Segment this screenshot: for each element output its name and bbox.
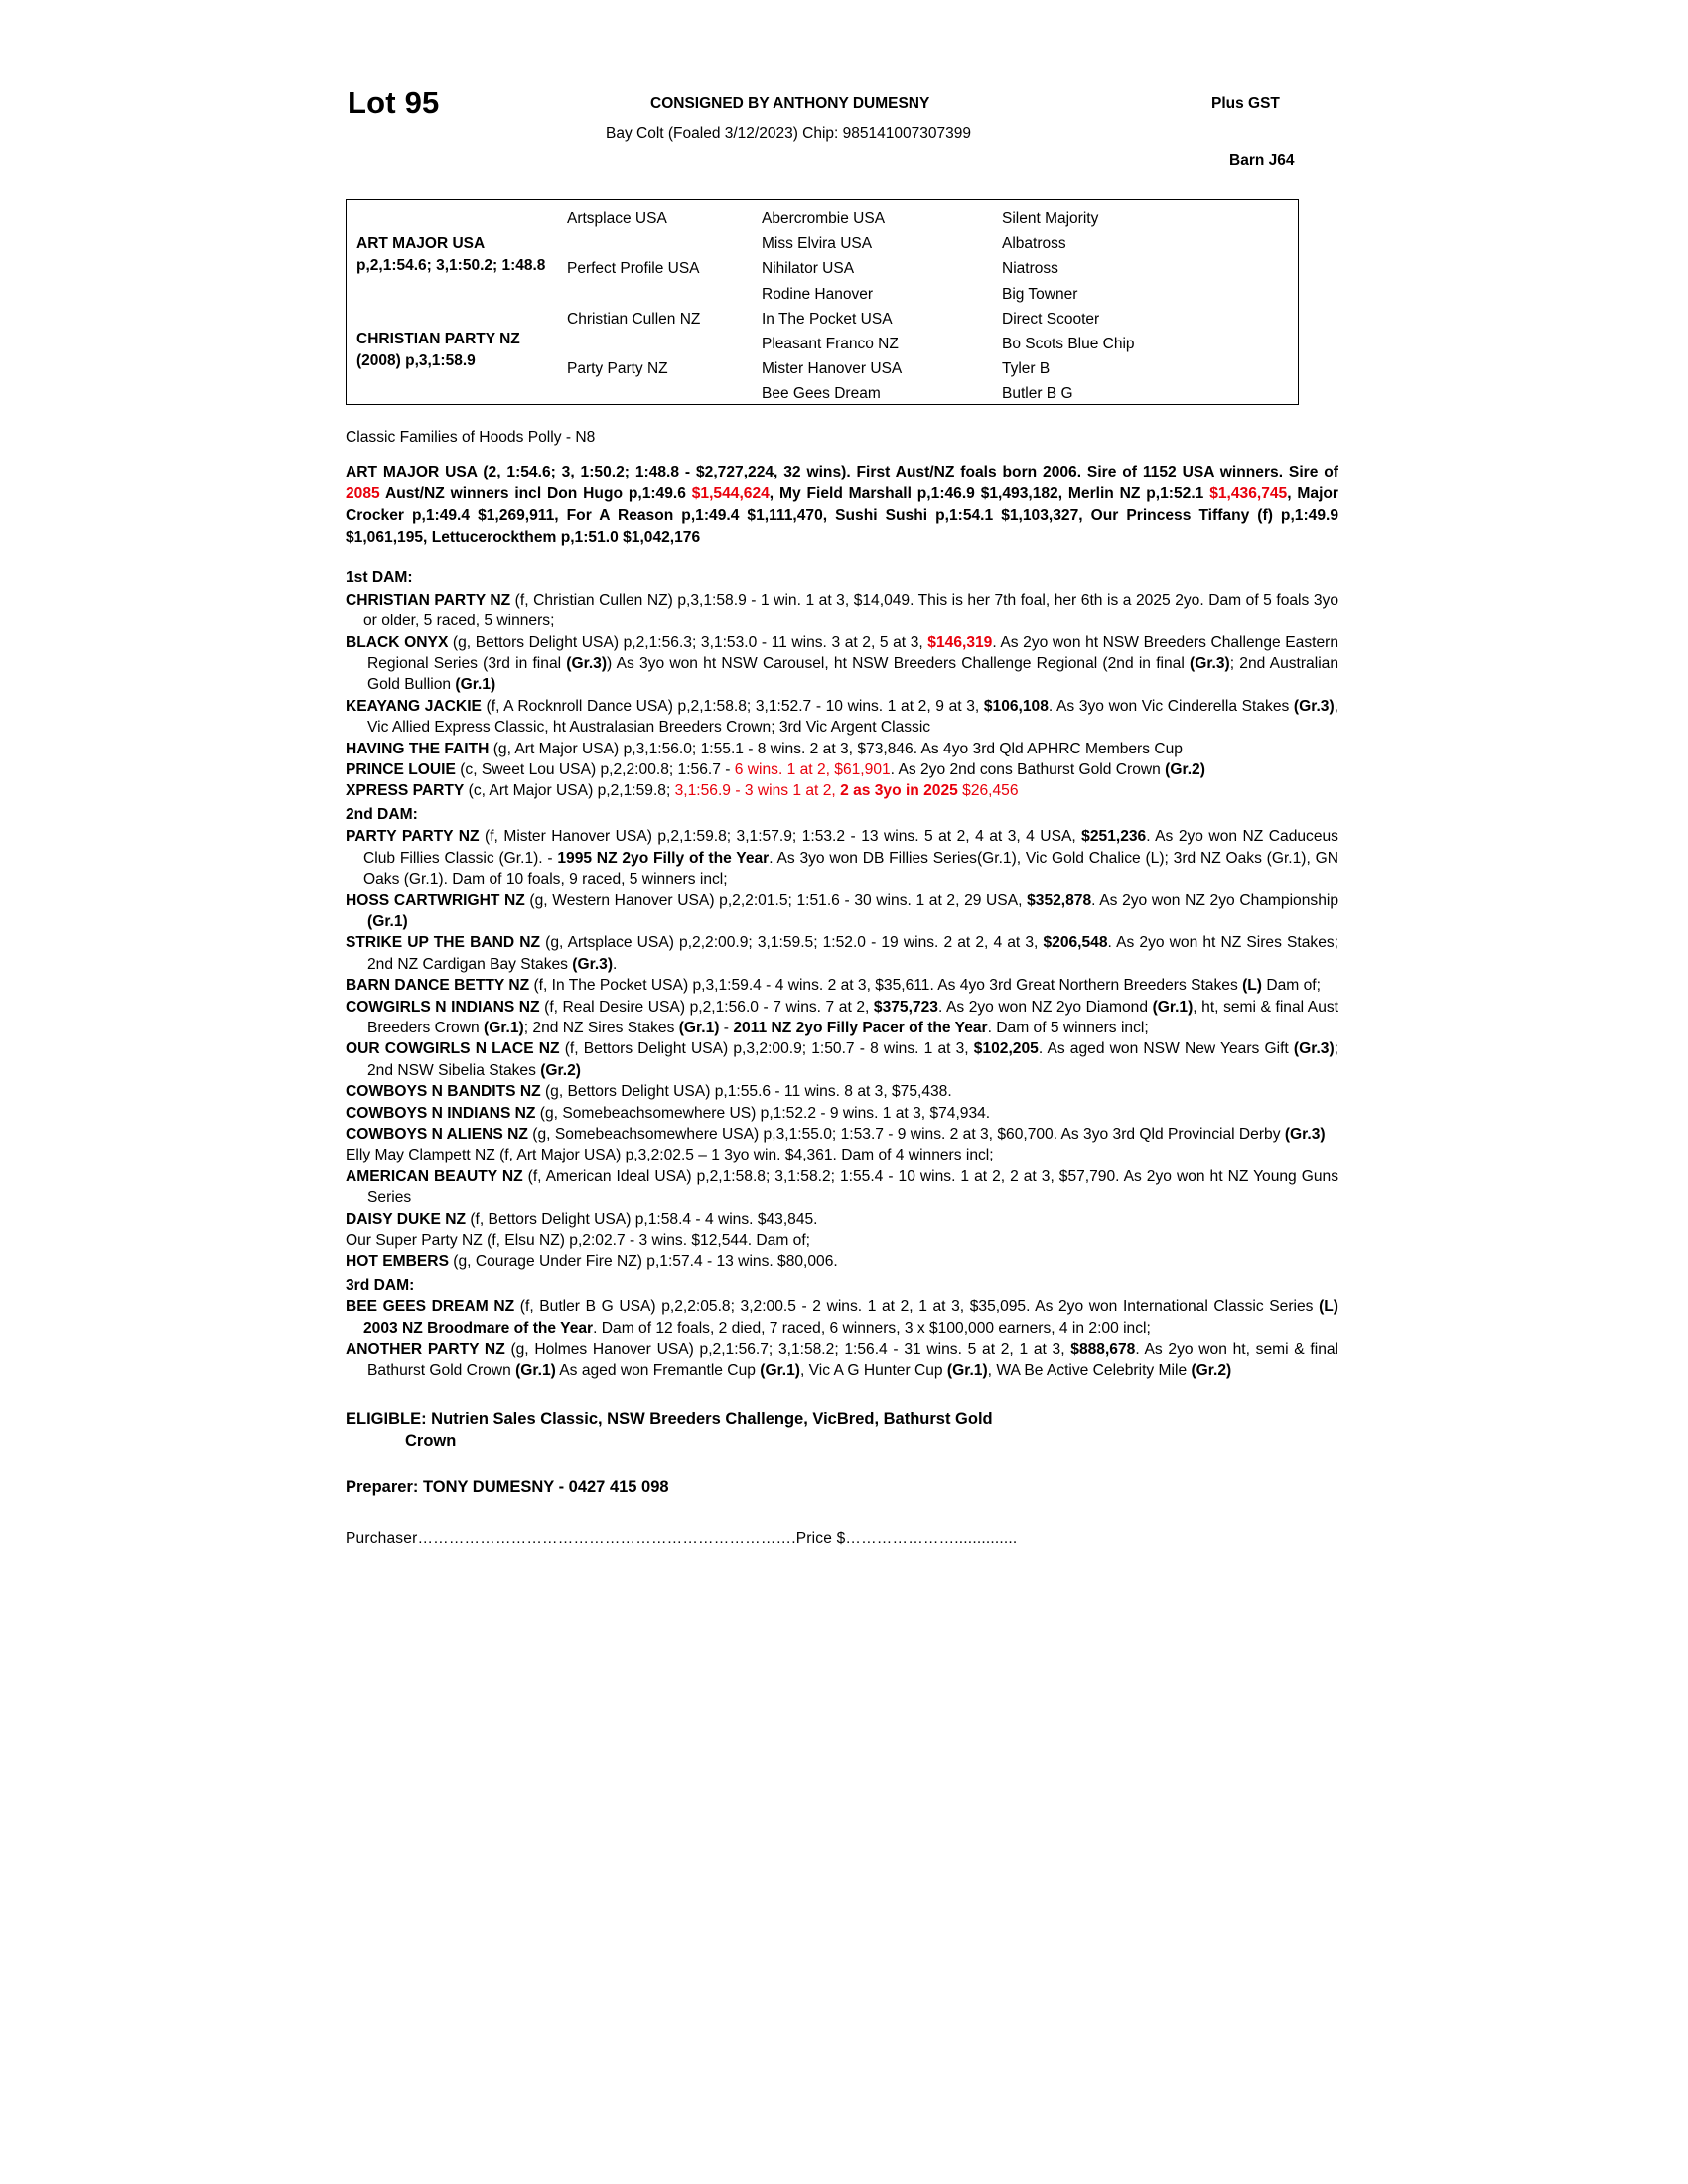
progeny-detail: $146,319: [927, 633, 993, 651]
progeny-detail: (Gr.3): [566, 655, 608, 673]
pedigree-gen4-4: Direct Scooter: [1002, 310, 1100, 328]
progeny-name: PARTY PARTY NZ: [346, 828, 480, 846]
progeny-name: Our Super Party NZ (f, Elsu NZ) p,2:02.7 - 3 wins. $12,544. Dam of;: [346, 1232, 810, 1249]
progeny-detail: . As 2yo 2nd cons Bathurst Gold Crown: [890, 761, 1166, 779]
pedigree-dam-record: (2008) p,3,1:58.9: [356, 352, 476, 370]
progeny-detail: (Gr.1): [760, 1362, 800, 1380]
progeny-entry: [346, 1145, 1338, 1165]
progeny-entry: [346, 780, 1338, 801]
progeny-detail: . Dam of 5 winners incl;: [987, 1019, 1149, 1036]
progeny-detail: (g, Somebeachsomewhere USA) p,3,1:55.0; 1:53.7 - 9 wins. 2 at 3, $60,700. As 3yo 3rd Qld Provincial Derby: [527, 1125, 1285, 1143]
progeny-name: AMERICAN BEAUTY NZ: [346, 1167, 523, 1185]
progeny-detail: $106,108: [983, 697, 1049, 715]
progeny-detail: . As 2yo won NZ 2yo Championship: [1091, 891, 1339, 909]
pedigree-gen3-7: Bee Gees Dream: [762, 385, 881, 403]
progeny-detail: (f, Real Desire USA) p,2,1:56.0 - 7 wins. 7 at 2,: [539, 998, 874, 1016]
sire-earnings-1: $1,544,624: [691, 485, 770, 503]
progeny-detail: (Gr.1): [367, 912, 408, 930]
progeny-entry: [346, 1081, 1338, 1102]
progeny-name: Elly May Clampett NZ (f, Art Major USA) p,3,2:02.5 – 1 3yo win. $4,361. Dam of 4 winners incl;: [346, 1147, 994, 1164]
progeny-name: COWBOYS N INDIANS NZ: [346, 1104, 536, 1122]
classic-families-line: Classic Families of Hoods Polly - N8: [346, 429, 596, 446]
eligible-text-cont: Crown: [405, 1432, 457, 1450]
progeny-name: BARN DANCE BETTY NZ: [346, 977, 530, 995]
progeny-detail: . As 2yo won ht NSW Breeders Challenge Eastern Regional Series (3rd in final: [367, 633, 1338, 673]
sire-text-2: Aust/NZ winners incl Don Hugo p,1:49.6: [379, 485, 692, 503]
dam-heading: 1st DAM:: [346, 569, 413, 587]
progeny-detail: (Gr.1): [1152, 998, 1194, 1016]
progeny-detail: . As 3yo won DB Fillies Series(Gr.1), Vic Gold Chalice (L); 3rd NZ Oaks (Gr.1), GN Oaks (Gr.1). Dam of 10 foals, 9 raced, 5 winners incl;: [363, 849, 1338, 888]
progeny-detail: . As aged won NSW New Years Gift: [1038, 1040, 1294, 1058]
pedigree-gen4-3: Big Towner: [1002, 285, 1078, 303]
dam-heading: 3rd DAM:: [346, 1276, 415, 1294]
progeny-name: KEAYANG JACKIE: [346, 697, 482, 715]
progeny-detail: , Vic A G Hunter Cup: [799, 1362, 947, 1380]
pedigree-gen4-7: Butler B G: [1002, 385, 1073, 403]
progeny-detail: 2 as 3yo in 2025: [840, 782, 958, 800]
progeny-name: STRIKE UP THE BAND NZ: [346, 934, 541, 952]
progeny-detail: $206,548: [1043, 934, 1108, 952]
lot-number: Lot 95: [348, 85, 440, 120]
pedigree-gen3-5: Pleasant Franco NZ: [762, 336, 899, 352]
progeny-detail: (L): [1242, 977, 1263, 995]
page-header: [89, 48, 1599, 169]
progeny-detail: $26,456: [957, 782, 1019, 800]
progeny-detail: (Gr.3): [572, 955, 614, 973]
progeny-detail: (Gr.1): [678, 1019, 720, 1036]
dam-heading: 2nd DAM:: [346, 805, 418, 823]
progeny-entry: [346, 997, 1338, 1039]
progeny-entry: [346, 890, 1338, 933]
progeny-name: COWGIRLS N INDIANS NZ: [346, 998, 540, 1016]
progeny-detail: As aged won Fremantle Cup: [555, 1362, 761, 1380]
progeny-entry: [346, 739, 1338, 759]
progeny-detail: (Gr.2): [1191, 1362, 1232, 1380]
progeny-detail: (f, Bettors Delight USA) p,1:58.4 - 4 wins. $43,845.: [466, 1210, 818, 1228]
progeny-entry: [346, 1038, 1338, 1081]
progeny-name: BEE GEES DREAM NZ: [346, 1298, 515, 1316]
pedigree-gen3-4: In The Pocket USA: [762, 310, 893, 328]
dam-sections: [346, 567, 1338, 1381]
progeny-entry: [346, 632, 1338, 696]
sire-winners-count: 2085: [346, 485, 380, 503]
pedigree-gen2-2: Christian Cullen NZ: [567, 310, 701, 328]
pedigree-gen3-2: Nihilator USA: [762, 260, 855, 278]
progeny-detail: (Gr.3): [1293, 697, 1335, 715]
progeny-detail: (g, Bettors Delight USA) p,2,1:56.3; 3,1:53.0 - 11 wins. 3 at 2, 5 at 3,: [448, 633, 928, 651]
progeny-detail: (Gr.2): [540, 1061, 581, 1079]
sire-text-3: , My Field Marshall p,1:46.9 $1,493,182, Merlin NZ p,1:52.1: [769, 485, 1210, 503]
progeny-detail: 2003 NZ Broodmare of the Year: [363, 1319, 594, 1337]
progeny-name: PRINCE LOUIE: [346, 761, 456, 779]
progeny-entry: [346, 1166, 1338, 1209]
progeny-entry: [346, 1209, 1338, 1230]
progeny-detail: . As 2yo won ht, semi & final Bathurst Gold Crown: [367, 1341, 1338, 1380]
progeny-detail: (Gr.1): [946, 1362, 988, 1380]
pedigree-gen4-5: Bo Scots Blue Chip: [1002, 336, 1135, 352]
progeny-detail: (g, Courage Under Fire NZ) p,1:57.4 - 13 wins. $80,006.: [448, 1253, 838, 1271]
progeny-detail: (f, Bettors Delight USA) p,3,2:00.9; 1:50.7 - 8 wins. 1 at 3,: [559, 1040, 974, 1058]
progeny-detail: ; 2nd NZ Sires Stakes: [523, 1019, 679, 1036]
progeny-detail: . As 2yo won NZ 2yo Diamond: [937, 998, 1153, 1016]
eligible-line: [346, 1408, 1338, 1453]
consigned-by: CONSIGNED BY ANTHONY DUMESNY: [650, 95, 930, 112]
pedigree-gen4-6: Tyler B: [1002, 360, 1051, 378]
progeny-detail: (Gr.3): [1190, 655, 1230, 673]
foal-details: Bay Colt (Foaled 3/12/2023) Chip: 985141007307399: [606, 125, 971, 142]
progeny-detail: (c, Sweet Lou USA) p,2,2:00.8; 1:56.7 -: [455, 761, 735, 779]
progeny-entry: [346, 826, 1338, 889]
sire-earnings-2: $1,436,745: [1209, 485, 1288, 503]
pedigree-sire-record: p,2,1:54.6; 3,1:50.2; 1:48.8: [356, 257, 546, 275]
sire-text-4: , Major Crocker p,1:49.4 $1,269,911, For A Reason p,1:49.4 $1,111,470, Sushi Sushi p,1:54.1 $1,103,327, Our Princess Tiffany (f) p,1:49.9 $1,061,195, Lettucerockthem p,1:51.0 $1,042,176: [346, 485, 1338, 547]
progeny-name: HAVING THE FAITH: [346, 740, 490, 757]
progeny-entry: [346, 590, 1338, 632]
progeny-detail: ; 2nd Australian Gold Bullion: [367, 655, 1339, 694]
progeny-entry: [346, 1230, 1338, 1251]
pedigree-gen3-3: Rodine Hanover: [762, 285, 874, 303]
pedigree-gen3-6: Mister Hanover USA: [762, 360, 903, 378]
progeny-name: COWBOYS N ALIENS NZ: [346, 1125, 528, 1143]
progeny-name: COWBOYS N BANDITS NZ: [346, 1083, 541, 1101]
progeny-detail: $102,205: [973, 1040, 1039, 1058]
progeny-detail: (Gr.1): [515, 1362, 556, 1380]
progeny-detail: (f, Mister Hanover USA) p,2,1:59.8; 3,1:57.9; 1:53.2 - 13 wins. 5 at 2, 4 at 3, 4 USA,: [479, 828, 1082, 846]
progeny-entry: [346, 1124, 1338, 1145]
progeny-detail: , Vic Allied Express Classic, ht Australasian Breeders Crown; 3rd Vic Argent Classic: [367, 697, 1338, 737]
progeny-detail: (g, Holmes Hanover USA) p,2,1:56.7; 3,1:58.2; 1:56.4 - 31 wins. 5 at 2, 1 at 3,: [504, 1341, 1071, 1359]
progeny-detail: (Gr.3): [1293, 1040, 1335, 1058]
progeny-detail: (g, Somebeachsomewhere US) p,1:52.2 - 9 wins. 1 at 3, $74,934.: [535, 1104, 991, 1122]
progeny-detail: (g, Artsplace USA) p,2,2:00.9; 3,1:59.5; 1:52.0 - 19 wins. 2 at 2, 4 at 3,: [540, 934, 1044, 952]
plus-gst-label: Plus GST: [1211, 95, 1280, 112]
progeny-detail: ; 2nd NSW Sibelia Stakes: [367, 1040, 1338, 1079]
preparer-line: Preparer: TONY DUMESNY - 0427 415 098: [346, 1477, 669, 1496]
progeny-entry: [346, 1339, 1338, 1382]
progeny-detail: (f, Christian Cullen NZ) p,3,1:58.9 - 1 win. 1 at 3, $14,049. This is her 7th foal, her 6th is a 2025 2yo. Dam of 5 foals 3yo or older, 5 raced, 5 winners;: [363, 591, 1338, 630]
progeny-entry: [346, 1251, 1338, 1272]
progeny-detail: , WA Be Active Celebrity Mile: [987, 1362, 1192, 1380]
pedigree-gen3-1: Miss Elvira USA: [762, 235, 873, 253]
progeny-detail: (g, Art Major USA) p,3,1:56.0; 1:55.1 - 8 wins. 2 at 3, $73,846. As 4yo 3rd Qld APHRC Members Cup: [489, 740, 1183, 757]
progeny-detail: 2011 NZ 2yo Filly Pacer of the Year: [733, 1019, 988, 1036]
pedigree-dam-name: CHRISTIAN PARTY NZ: [356, 331, 520, 347]
barn-number: Barn J64: [1229, 152, 1295, 169]
pedigree-gen2-0: Artsplace USA: [567, 210, 667, 227]
progeny-detail: 1995 NZ 2yo Filly of the Year: [557, 849, 770, 867]
progeny-detail: ) As 3yo won ht NSW Carousel, ht NSW Breeders Challenge Regional (2nd in final: [607, 655, 1191, 673]
progeny-entry: [346, 759, 1338, 780]
progeny-detail: (Gr.1): [484, 1019, 524, 1036]
progeny-name: HOT EMBERS: [346, 1253, 449, 1271]
progeny-detail: $375,723: [873, 998, 938, 1016]
progeny-detail: $352,878: [1027, 891, 1092, 909]
pedigree-gen4-1: Albatross: [1002, 235, 1066, 253]
pedigree-gen3-0: Abercrombie USA: [762, 210, 886, 227]
progeny-detail: (f, Butler B G USA) p,2,2:05.8; 3,2:00.5 - 2 wins. 1 at 2, 1 at 3, $35,095. As 2yo won International Classic Series: [514, 1298, 1320, 1316]
progeny-entry: [346, 1297, 1338, 1339]
pedigree-gen2-1: Perfect Profile USA: [567, 260, 700, 278]
progeny-detail: . As 3yo won Vic Cinderella Stakes: [1048, 697, 1294, 715]
pedigree-table: [346, 199, 1299, 405]
progeny-name: OUR COWGIRLS N LACE NZ: [346, 1040, 560, 1058]
progeny-detail: . As 2yo won ht NZ Sires Stakes; 2nd NZ Cardigan Bay Stakes: [367, 934, 1338, 973]
progeny-detail: (f, In The Pocket USA) p,3,1:59.4 - 4 wins. 2 at 3, $35,611. As 4yo 3rd Great Northern Breeders Stakes: [529, 977, 1243, 995]
progeny-name: HOSS CARTWRIGHT NZ: [346, 891, 525, 909]
progeny-detail: (c, Art Major USA) p,2,1:59.8;: [464, 782, 675, 800]
progeny-detail: .: [613, 955, 618, 973]
progeny-detail: 6 wins. 1 at 2, $61,901: [734, 761, 891, 779]
progeny-name: BLACK ONYX: [346, 633, 449, 651]
eligible-text: ELIGIBLE: Nutrien Sales Classic, NSW Breeders Challenge, VicBred, Bathurst Gold: [346, 1409, 993, 1428]
progeny-detail: (f, American Ideal USA) p,2,1:58.8; 3,1:58.2; 1:55.4 - 10 wins. 1 at 2, 2 at 3, $57,790. As 2yo won ht NZ Young Guns Series: [367, 1167, 1339, 1207]
sire-summary: [346, 462, 1338, 549]
progeny-detail: 3,1:56.9 - 3 wins 1 at 2,: [674, 782, 841, 800]
progeny-detail: -: [719, 1019, 734, 1036]
pedigree-gen4-0: Silent Majority: [1002, 210, 1099, 227]
pedigree-gen2-3: Party Party NZ: [567, 360, 668, 378]
progeny-detail: , ht, semi & final Aust Breeders Crown: [367, 998, 1338, 1036]
progeny-name: ANOTHER PARTY NZ: [346, 1341, 505, 1359]
pedigree-sire-name: ART MAJOR USA: [356, 235, 486, 253]
progeny-entry: [346, 1103, 1338, 1124]
progeny-entry: [346, 975, 1338, 996]
progeny-name: XPRESS PARTY: [346, 782, 465, 800]
progeny-detail: (f, A Rocknroll Dance USA) p,2,1:58.8; 3,1:52.7 - 10 wins. 1 at 2, 9 at 3,: [481, 697, 984, 715]
progeny-detail: (g, Bettors Delight USA) p,1:55.6 - 11 wins. 8 at 3, $75,438.: [540, 1083, 952, 1101]
progeny-detail: $888,678: [1070, 1341, 1136, 1359]
progeny-entry: [346, 696, 1338, 739]
progeny-detail: $251,236: [1081, 828, 1147, 846]
pedigree-gen4-2: Niatross: [1002, 260, 1058, 278]
progeny-detail: Dam of;: [1262, 977, 1321, 995]
progeny-detail: (Gr.2): [1165, 761, 1205, 779]
progeny-name: CHRISTIAN PARTY NZ: [346, 591, 511, 609]
pedigree-body: [346, 427, 1338, 1550]
progeny-detail: . Dam of 12 foals, 2 died, 7 raced, 6 winners, 3 x $100,000 earners, 4 in 2:00 incl;: [593, 1319, 1151, 1337]
progeny-entry: [346, 932, 1338, 975]
purchaser-line: Purchaser……………………………………………………………….Price $…………………..............: [346, 1530, 1018, 1548]
progeny-detail: (Gr.1): [455, 676, 496, 694]
progeny-name: DAISY DUKE NZ: [346, 1210, 467, 1228]
sire-text-1: ART MAJOR USA (2, 1:54.6; 3, 1:50.2; 1:48.8 - $2,727,224, 32 wins). First Aust/NZ foals born 2006. Sire of 1152 USA winners. Sire of: [346, 464, 1338, 481]
page-sheet: [89, 48, 1599, 1548]
progeny-detail: (L): [1319, 1298, 1338, 1316]
progeny-detail: (Gr.3): [1284, 1125, 1326, 1143]
progeny-detail: . As 2yo won NZ Caduceus Club Fillies Classic (Gr.1). -: [363, 828, 1338, 867]
progeny-detail: (g, Western Hanover USA) p,2,2:01.5; 1:51.6 - 30 wins. 1 at 2, 29 USA,: [524, 891, 1028, 909]
